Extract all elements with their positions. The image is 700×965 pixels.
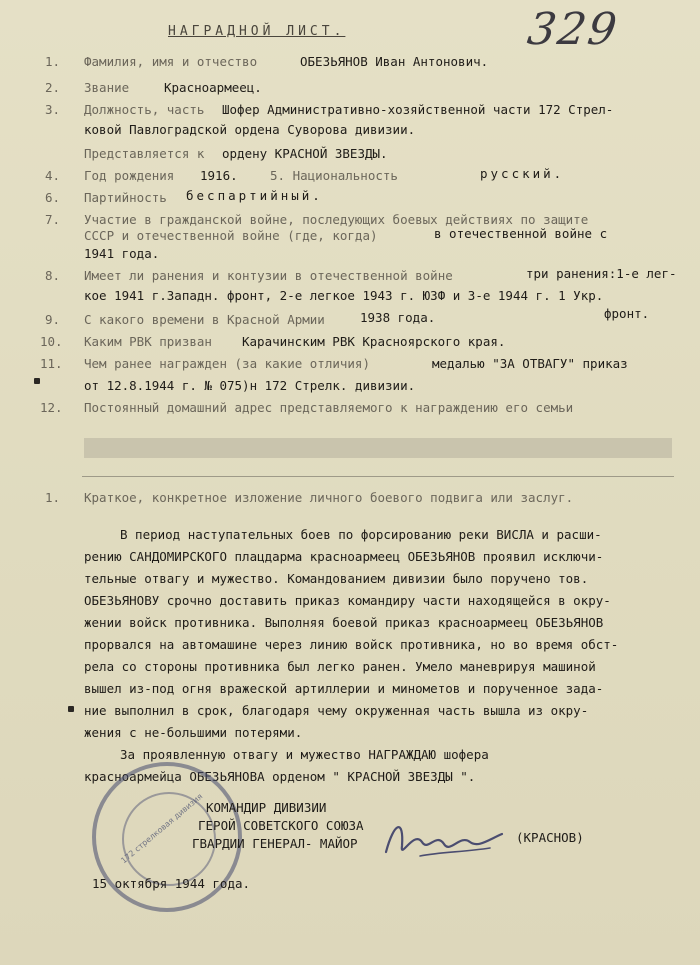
field-value-rank: Красноармеец. xyxy=(164,80,262,95)
award-line: За проявленную отвагу и мужество НАГРАЖДАЮ шофера xyxy=(120,747,489,762)
body-line: ние выполнил в срок, благодаря чему окруженная часть вышла из окру- xyxy=(84,703,589,718)
section-title: Краткое, конкретное изложение личного боевого подвига или заслуг. xyxy=(84,490,574,505)
field-label-wounds: Имеет ли ранения и контузии в отечественной войне xyxy=(84,268,453,283)
document-title: НАГРАДНОЙ ЛИСТ. xyxy=(168,24,346,39)
award-line: красноармейца ОБЕЗЬЯНОВА орденом " КРАСНОЙ ЗВЕЗДЫ ". xyxy=(84,769,476,784)
field-value-conscription: Карачинским РВК Красноярского края. xyxy=(242,334,506,349)
field-value-position-line2: ковой Павлоградской ордена Суворова дивизии. xyxy=(84,122,416,137)
field-number: 1. xyxy=(44,54,60,69)
feat-description xyxy=(84,524,684,744)
field-label-nationality: 5. Национальность xyxy=(270,168,398,183)
signer-title: КОМАНДИР ДИВИЗИИ xyxy=(206,800,327,815)
body-line: рела со стороны противника был легко ранен. Умело маневрируя машиной xyxy=(84,659,596,674)
field-value-war-participation: в отечественной войне с xyxy=(434,226,608,241)
field-value-war-participation-line2: 1941 года. xyxy=(84,246,160,261)
field-value-birth-year: 1916. xyxy=(200,168,238,183)
field-number: 3. xyxy=(44,102,60,117)
field-number: 10. xyxy=(40,334,63,349)
field-value-wounds: три ранения:1-е лег- xyxy=(526,266,677,281)
margin-mark xyxy=(34,378,40,384)
field-number: 8. xyxy=(44,268,60,283)
handwritten-signature xyxy=(380,812,510,876)
redacted-address xyxy=(84,438,672,458)
body-line: вышел из-под огня вражеской артиллерии и минометов и порученное зада- xyxy=(84,681,604,696)
field-label-name: Фамилия, имя и отчество xyxy=(84,54,258,69)
field-label-rank: Звание xyxy=(84,80,130,95)
field-value-wounds-line2: кое 1941 г.Западн. фронт, 2-е легкое 1943 г. ЮЗФ и 3-е 1944 г. 1 Укр. xyxy=(84,288,604,303)
field-label-position: Должность, часть xyxy=(84,102,205,117)
body-line: жении войск противника. Выполняя боевой приказ красноармеец ОБЕЗЬЯНОВ xyxy=(84,615,604,630)
body-line: ОБЕЗЬЯНОВУ срочно доставить приказ командиру части находящейся в окру- xyxy=(84,593,611,608)
field-label-war-participation: Участие в гражданской войне, последующих боевых действиях по защите xyxy=(84,212,589,227)
field-number: 12. xyxy=(40,400,63,415)
field-value-position: Шофер Административно-хозяйственной части 172 Стрел- xyxy=(222,102,614,117)
field-label-home-address: Постоянный домашний адрес представляемого к награждению его семьи xyxy=(84,400,574,415)
field-value-party: беспартийный. xyxy=(186,188,323,203)
body-line: тельные отвагу и мужество. Командованием дивизии было поручено тов. xyxy=(84,571,589,586)
field-label-conscription: Каким РВК призван xyxy=(84,334,212,349)
field-label-presented: Представляется к xyxy=(84,146,205,161)
field-number: 7. xyxy=(44,212,60,227)
field-value-wounds-line3: фронт. xyxy=(604,306,650,321)
field-value-nationality: русский. xyxy=(480,166,565,181)
body-line: В период наступательных боев по форсированию реки ВИСЛА и расши- xyxy=(120,527,602,542)
field-number: 2. xyxy=(44,80,60,95)
field-label-army-since: С какого времени в Красной Армии xyxy=(84,312,325,327)
field-value-army-since: 1938 года. xyxy=(360,310,436,325)
field-value-prior-awards: медалью "ЗА ОТВАГУ" приказ xyxy=(432,356,628,371)
handwritten-number: 329 xyxy=(524,4,622,55)
field-number: 4. xyxy=(44,168,60,183)
field-value-prior-awards-line2: от 12.8.1944 г. № 075)н 172 Стрелк. дивизии. xyxy=(84,378,416,393)
stamp-text: 172 стрелковая дивизия xyxy=(119,791,205,866)
field-value-presented: ордену КРАСНОЙ ЗВЕЗДЫ. xyxy=(222,146,388,161)
field-label-prior-awards: Чем ранее награжден (за какие отличия) xyxy=(84,356,370,371)
field-label-party: Партийность xyxy=(84,190,167,205)
body-line: прорвался на автомашине через линию войск противника, но во время обст- xyxy=(84,637,619,652)
field-number: 11. xyxy=(40,356,63,371)
signer-rank: ГВАРДИИ ГЕНЕРАЛ- МАЙОР xyxy=(192,836,358,851)
body-line: жения с не-большими потерями. xyxy=(84,725,303,740)
margin-mark xyxy=(68,706,74,712)
field-value-name: ОБЕЗЬЯНОВ Иван Антонович. xyxy=(300,54,489,69)
section-number: 1. xyxy=(44,490,60,505)
field-number: 6. xyxy=(44,190,60,205)
field-label-birth-year: Год рождения xyxy=(84,168,175,183)
field-label-war-participation-line2: СССР и отечественной войне (где, когда) xyxy=(84,228,378,243)
field-number: 9. xyxy=(44,312,60,327)
signer-honor: ГЕРОЙ СОВЕТСКОГО СОЮЗА xyxy=(198,818,364,833)
body-line: рению САНДОМИРСКОГО плацдарма красноармеец ОБЕЗЬЯНОВ проявил исключи- xyxy=(84,549,604,564)
section-divider xyxy=(82,476,674,477)
document-date: 15 октября 1944 года. xyxy=(92,876,251,891)
signer-name: (КРАСНОВ) xyxy=(516,830,584,845)
